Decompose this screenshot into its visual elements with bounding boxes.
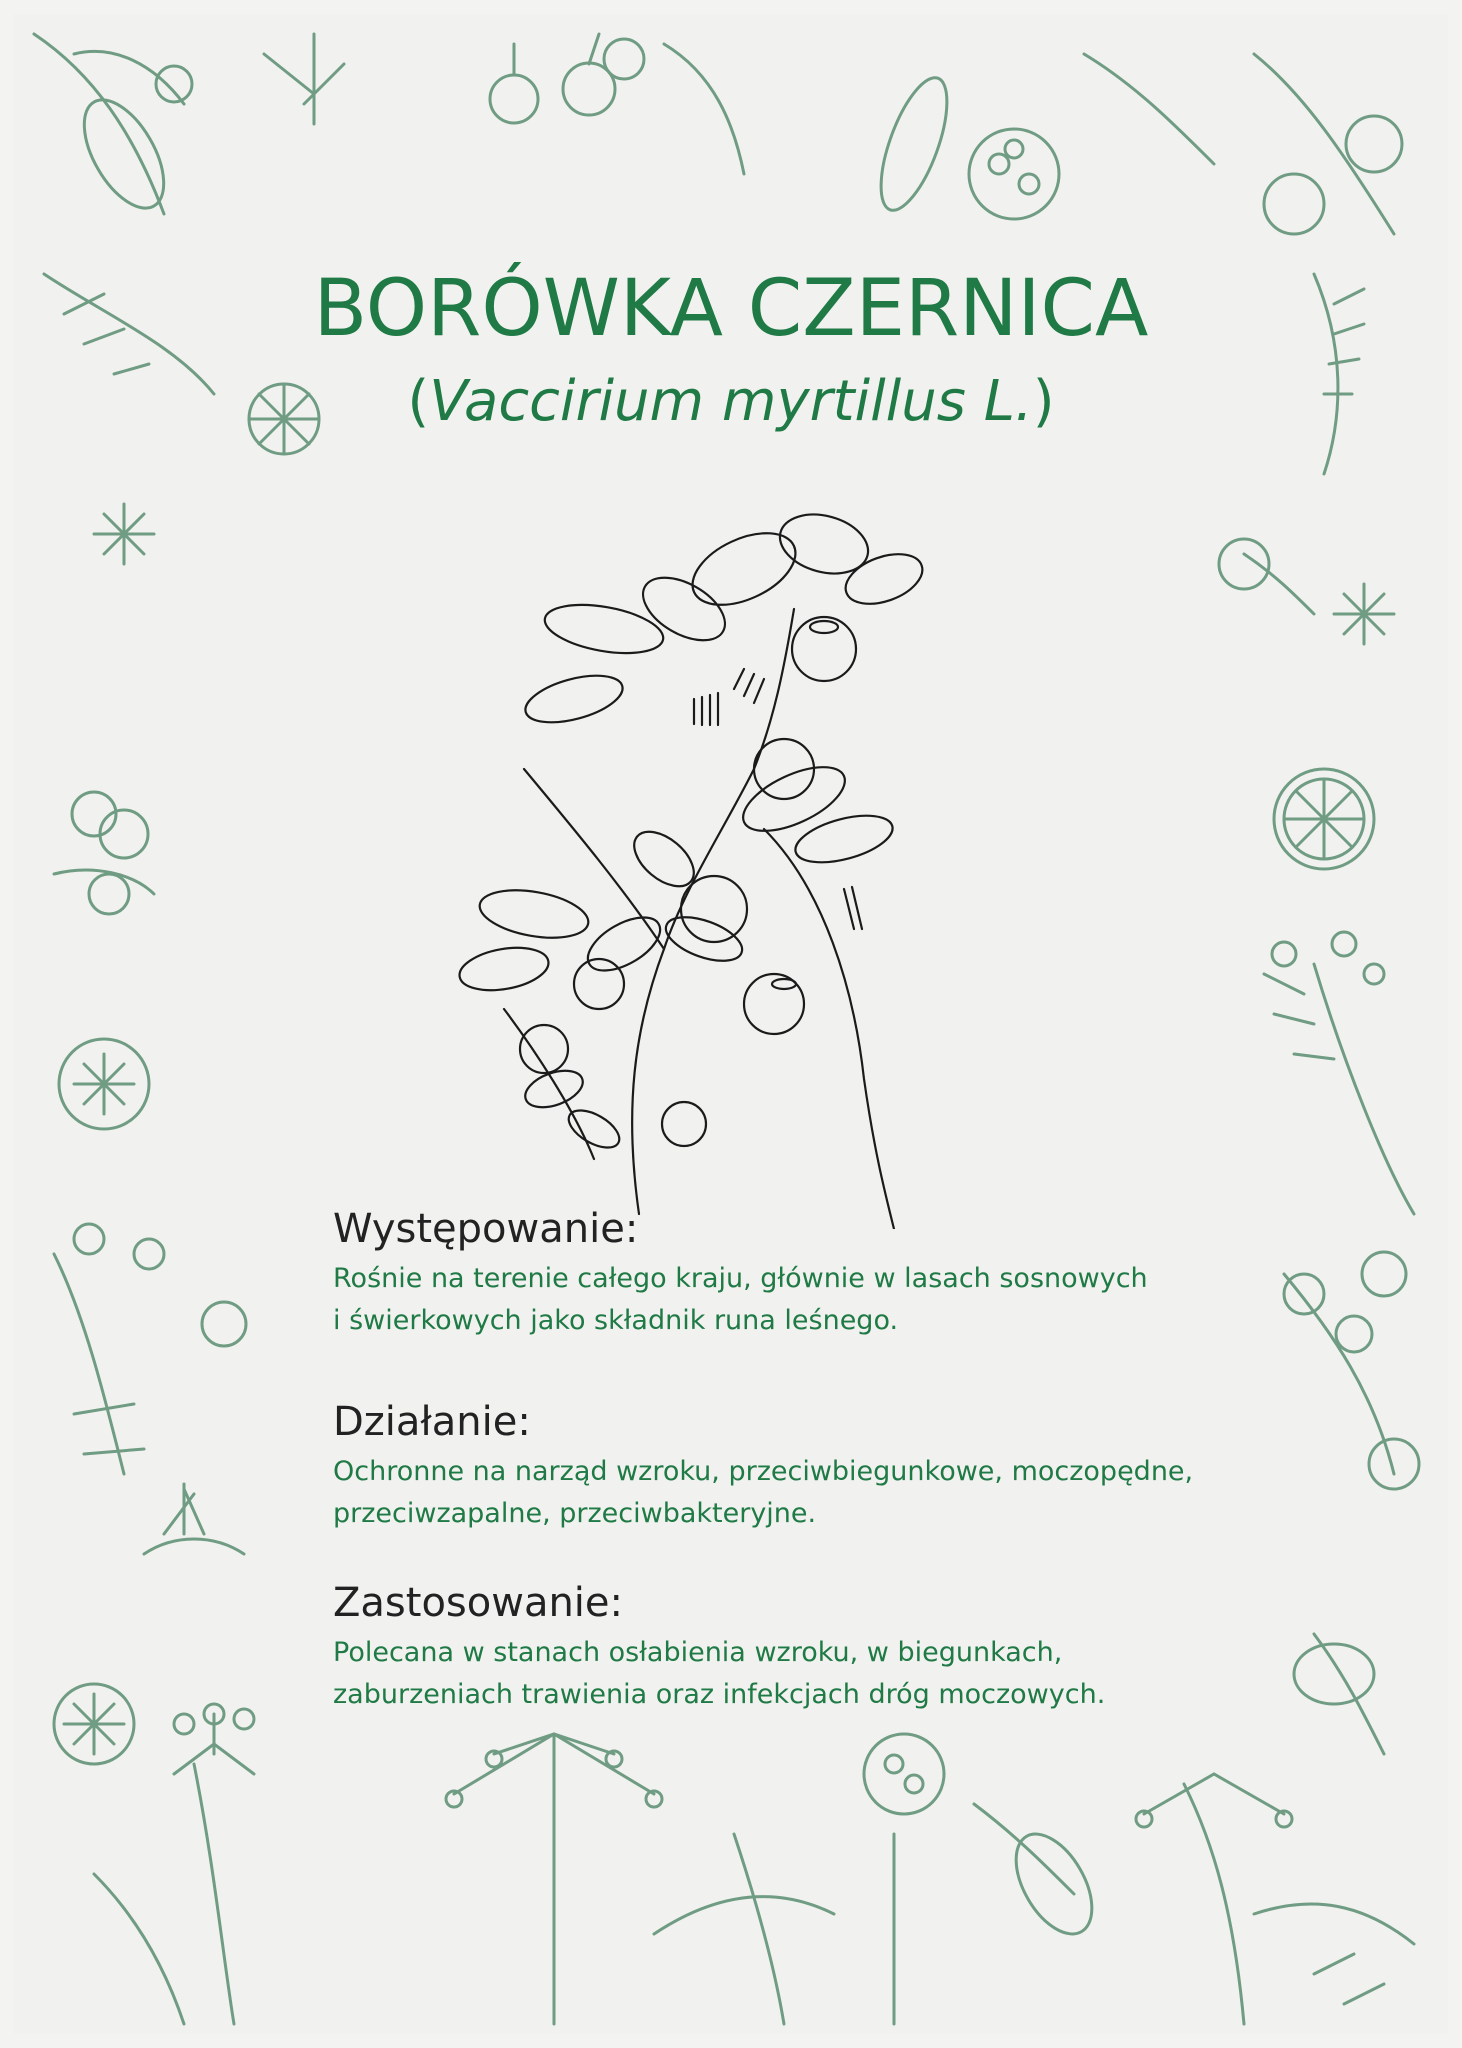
section-heading: Zastosowanie: bbox=[333, 1580, 623, 1626]
poster bbox=[14, 14, 1448, 2034]
section-body bbox=[333, 1258, 1333, 1342]
section-heading: Działanie: bbox=[333, 1399, 531, 1445]
page-title: BORÓWKA CZERNICA bbox=[313, 264, 1149, 354]
latin-name-text: Vaccirium myrtillus L. bbox=[429, 369, 1033, 434]
section-line: Polecana w stanach osłabienia wzroku, w biegunkach, bbox=[333, 1637, 1063, 1668]
section-occurrence bbox=[333, 1206, 1333, 1342]
section-line: Ochronne na narząd wzroku, przeciwbiegunkowe, moczopędne, bbox=[333, 1456, 1194, 1487]
section-line: zaburzeniach trawienia oraz infekcjach dróg moczowych. bbox=[333, 1679, 1106, 1710]
section-line: przeciwzapalne, przeciwbakteryjne. bbox=[333, 1498, 817, 1529]
section-heading: Występowanie: bbox=[333, 1206, 639, 1252]
section-action bbox=[333, 1399, 1333, 1535]
latin-name-open: ( bbox=[407, 369, 430, 434]
section-usage bbox=[333, 1580, 1333, 1716]
section-body bbox=[333, 1632, 1333, 1716]
section-body bbox=[333, 1451, 1333, 1535]
bilberry-branch-illustration bbox=[444, 469, 1044, 1229]
latin-name-close: ) bbox=[1032, 369, 1055, 434]
section-line: i świerkowych jako składnik runa leśnego. bbox=[333, 1305, 899, 1336]
section-line: Rośnie na terenie całego kraju, głównie w lasach sosnowych bbox=[333, 1263, 1148, 1294]
latin-name bbox=[14, 369, 1448, 434]
